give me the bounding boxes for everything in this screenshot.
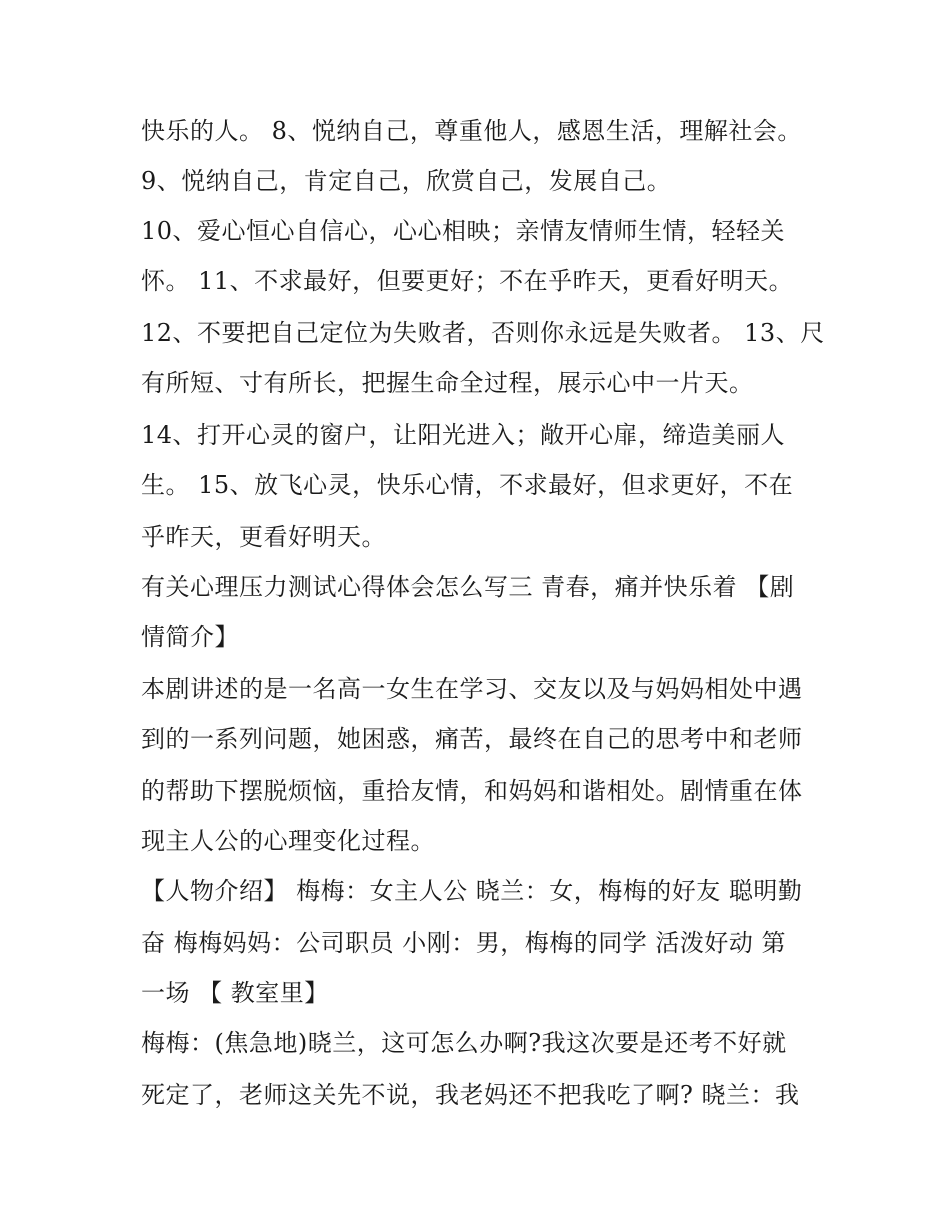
text-line-15: 现主人公的心理变化过程。: [141, 827, 435, 855]
text-line-19: 梅梅：(焦急地)晓兰，这可怎么办啊?我这次要是还考不好就: [141, 1029, 787, 1057]
text-line-13: 到的一系列问题，她困惑，痛苦，最终在自己的思考中和老师: [141, 725, 803, 753]
text-line-17: 奋 梅梅妈妈：公司职员 小刚：男，梅梅的同学 活泼好动 第: [141, 929, 787, 957]
section-heading-line-2: 情简介】: [141, 623, 239, 651]
text-line-7: 14、打开心灵的窗户，让阳光进入；敞开心扉，缔造美丽人: [141, 421, 786, 449]
text-line-3: 10、爱心恒心自信心，心心相映；亲情友情师生情，轻轻关: [141, 217, 786, 245]
text-line-16: 【人物介绍】 梅梅：女主人公 晓兰：女，梅梅的好友 聪明勤: [141, 877, 803, 905]
text-line-14: 的帮助下摆脱烦恼，重拾友情，和妈妈和谐相处。剧情重在体: [141, 777, 803, 805]
text-line-18: 一场 【 教室里】: [141, 979, 329, 1007]
text-line-6: 有所短、寸有所长，把握生命全过程，展示心中一片天。: [141, 369, 754, 397]
text-line-2: 9、悦纳自己，肯定自己，欣赏自己，发展自己。: [141, 167, 672, 195]
text-line-8: 生。 15、放飞心灵，快乐心情，不求最好，但求更好，不在: [141, 471, 794, 499]
text-line-12: 本剧讲述的是一名高一女生在学习、交友以及与妈妈相处中遇: [141, 675, 803, 703]
text-line-9: 乎昨天，更看好明天。: [141, 523, 386, 551]
text-line-5: 12、不要把自己定位为失败者，否则你永远是失败者。 13、尺: [141, 319, 825, 347]
text-line-20: 死定了，老师这关先不说，我老妈还不把我吃了啊? 晓兰：我: [141, 1081, 800, 1109]
text-line-4: 怀。 11、不求最好，但要更好；不在乎昨天，更看好明天。: [141, 267, 794, 295]
text-line-1: 快乐的人。 8、悦纳自己，尊重他人，感恩生活，理解社会。: [141, 117, 802, 145]
section-heading-line: 有关心理压力测试心得体会怎么写三 青春，痛并快乐着 【剧: [141, 573, 795, 601]
